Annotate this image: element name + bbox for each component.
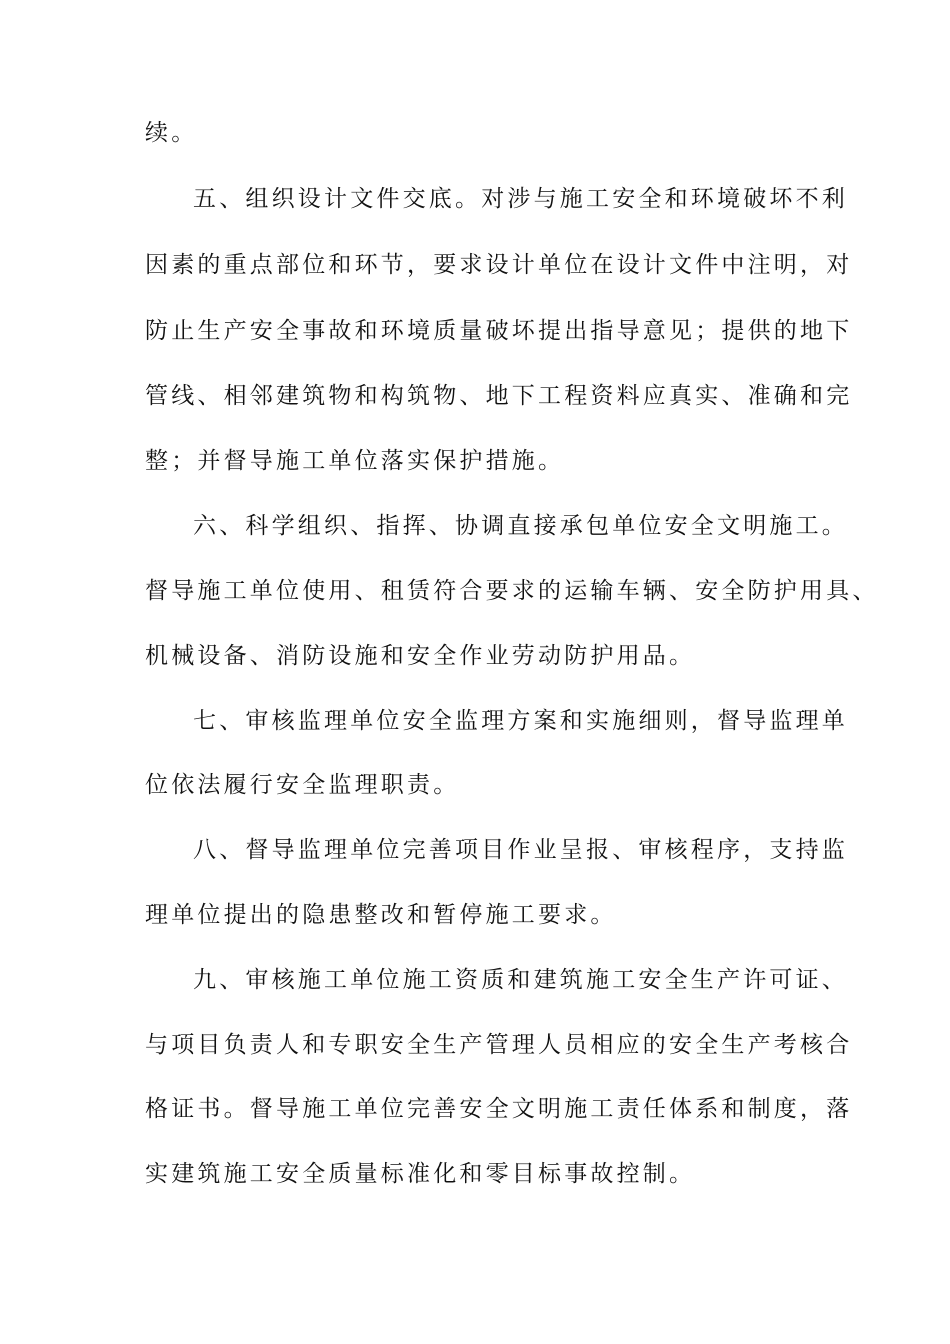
section-6-line-3: 机械设备、消防设施和安全作业劳动防护用品。 (145, 643, 696, 669)
section-9-line-1: 九、审核施工单位施工资质和建筑施工安全生产许可证、 (193, 967, 848, 993)
section-7-line-2: 位依法履行安全监理职责。 (145, 772, 460, 798)
section-9-line-2: 与项目负责人和专职安全生产管理人员相应的安全生产考核合 (145, 1032, 853, 1058)
section-7-line-1: 七、审核监理单位安全监理方案和实施细则，督导监理单 (193, 708, 848, 734)
section-6-line-1: 六、科学组织、指挥、协调直接承包单位安全文明施工。 (193, 513, 848, 539)
section-9-line-3: 格证书。督导施工单位完善安全文明施工责任体系和制度，落 (145, 1096, 853, 1122)
text-line-continuation: 续。 (145, 120, 198, 146)
section-6-line-2: 督导施工单位使用、租赁符合要求的运输车辆、安全防护用具、 (145, 578, 879, 604)
section-8-line-2: 理单位提出的隐患整改和暂停施工要求。 (145, 902, 617, 928)
section-5-line-4: 管线、相邻建筑物和构筑物、地下工程资料应真实、准确和完 (145, 383, 853, 409)
section-5-line-1: 五、组织设计文件交底。对涉与施工安全和环境破坏不利 (193, 186, 848, 212)
section-8-line-1: 八、督导监理单位完善项目作业呈报、审核程序，支持监 (193, 837, 848, 863)
section-5-line-3: 防止生产安全事故和环境质量破坏提出指导意见；提供的地下 (145, 318, 853, 344)
section-5-line-5: 整；并督导施工单位落实保护措施。 (145, 448, 565, 474)
section-5-line-2: 因素的重点部位和环节，要求设计单位在设计文件中注明，对 (145, 252, 853, 278)
section-9-line-4: 实建筑施工安全质量标准化和零目标事故控制。 (145, 1161, 696, 1187)
